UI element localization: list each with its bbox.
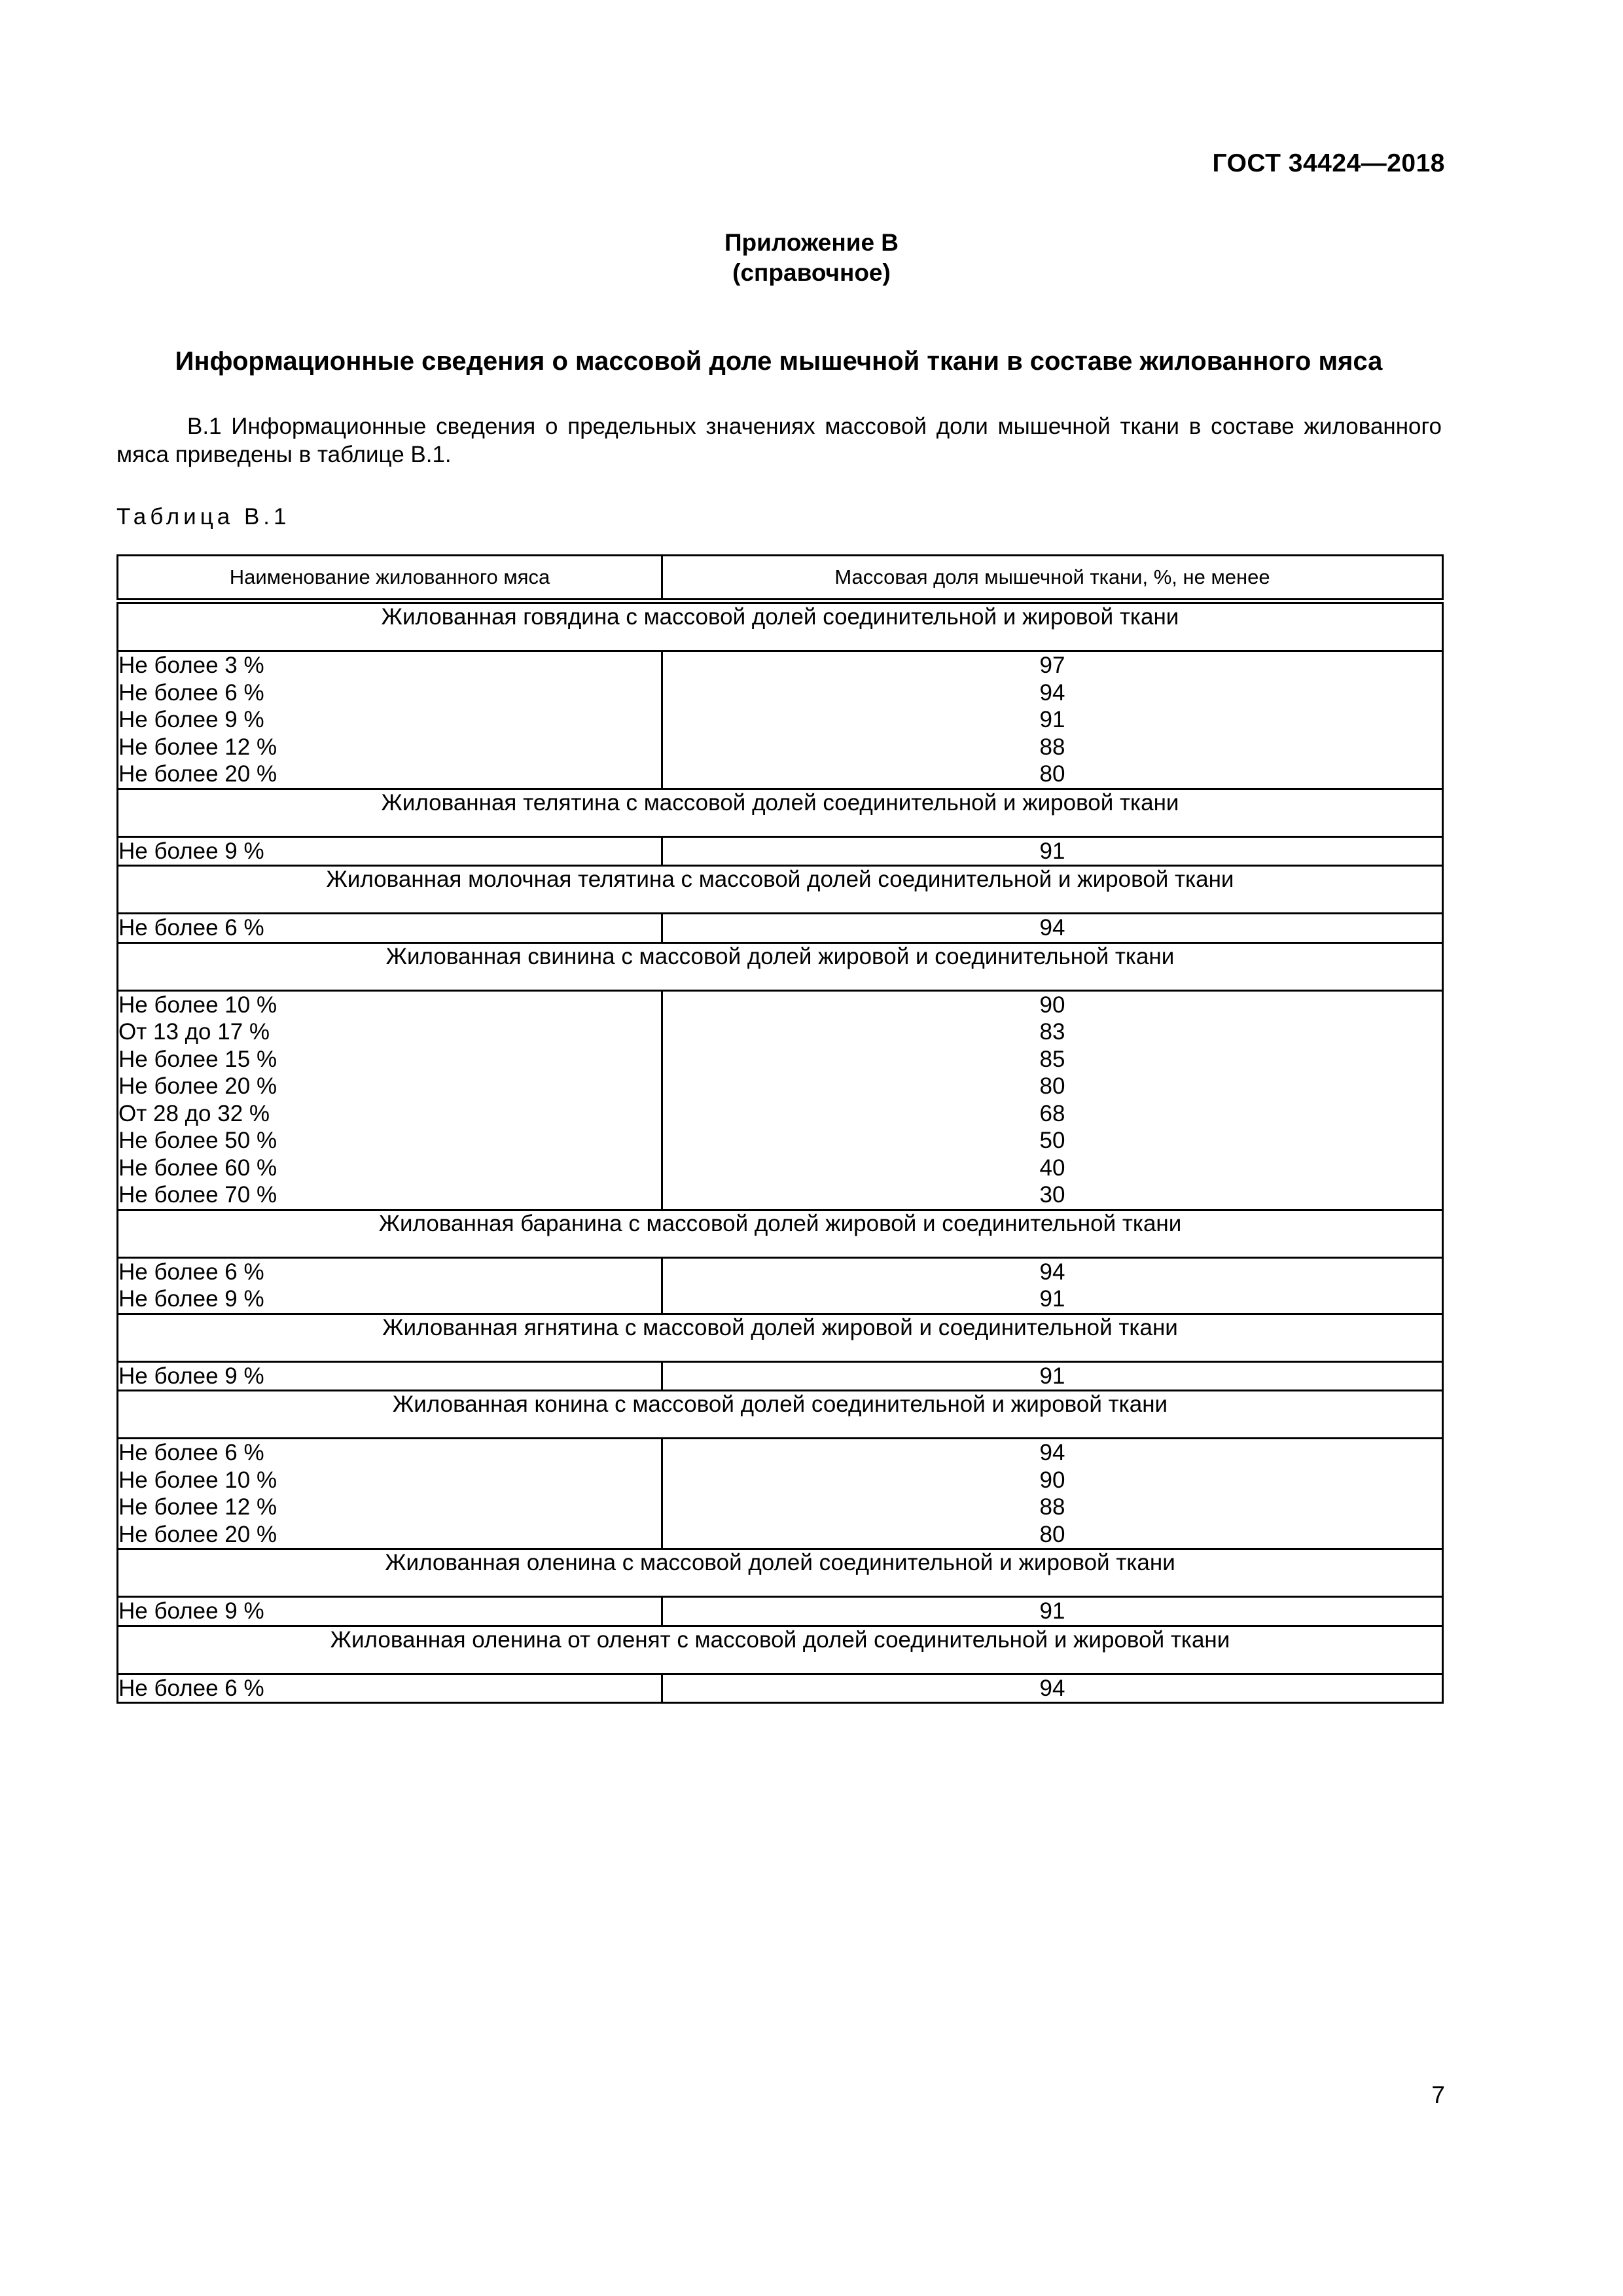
- appendix-title: Приложение В: [724, 229, 899, 256]
- values-cell: [662, 914, 1443, 943]
- muscle-share-value: 80: [1039, 1073, 1065, 1099]
- group-title: Жилованная ягнятина с массовой долей жировой и соединительной ткани: [118, 1314, 1443, 1361]
- appendix-status: (справочное): [732, 259, 891, 286]
- group-row: [118, 1391, 1443, 1439]
- group-row: [118, 789, 1443, 836]
- group-title: Жилованная телятина с массовой долей соединительной и жировой ткани: [118, 789, 1443, 836]
- section-heading: Информационные сведения о массовой доле мышечной ткани в составе жилованного мяса: [175, 347, 1383, 376]
- values-cell: [662, 1361, 1443, 1391]
- names-cell: [118, 1257, 662, 1314]
- values-cell: [662, 1439, 1443, 1549]
- muscle-share-value: 94: [1039, 1259, 1065, 1285]
- names-cell: [118, 836, 662, 866]
- group-title: Жилованная говядина с массовой долей соединительной и жировой ткани: [118, 601, 1443, 651]
- meat-name: Не более 6 %: [118, 679, 264, 706]
- group-row: [118, 1314, 1443, 1361]
- muscle-share-value: 90: [1039, 992, 1065, 1018]
- meat-name: От 28 до 32 %: [118, 1100, 270, 1126]
- table-caption: Таблица В.1: [116, 504, 291, 529]
- group-values-row: [118, 836, 1443, 866]
- muscle-share-value: 30: [1039, 1182, 1065, 1208]
- meat-name: Не более 20 %: [118, 1521, 277, 1547]
- muscle-share-value: 88: [1039, 734, 1065, 760]
- muscle-share-value: 80: [1039, 1521, 1065, 1547]
- muscle-share-value: 68: [1039, 1100, 1065, 1126]
- group-title: Жилованная свинина с массовой долей жировой и соединительной ткани: [118, 942, 1443, 990]
- meat-name: Не более 9 %: [118, 1598, 264, 1624]
- table-body: [118, 601, 1443, 1703]
- meat-name: Не более 10 %: [118, 1467, 277, 1493]
- meat-name: Не более 60 %: [118, 1155, 277, 1181]
- column-header-muscle-share: Массовая доля мышечной ткани, %, не менее: [662, 556, 1443, 601]
- meat-name: Не более 6 %: [118, 915, 264, 941]
- group-row: [118, 1626, 1443, 1674]
- meat-name: Не более 6 %: [118, 1259, 264, 1285]
- muscle-share-value: 94: [1039, 1675, 1065, 1701]
- muscle-share-value: 94: [1039, 679, 1065, 706]
- meat-name: Не более 6 %: [118, 1675, 264, 1701]
- muscle-share-value: 50: [1039, 1128, 1065, 1153]
- column-header-meat-name: Наименование жилованного мяса: [118, 556, 662, 601]
- values-cell: [662, 1674, 1443, 1703]
- values-cell: [662, 1597, 1443, 1626]
- meat-name: Не более 15 %: [118, 1046, 277, 1072]
- muscle-share-value: 83: [1039, 1019, 1065, 1045]
- group-title: Жилованная оленина от оленят с массовой долей соединительной и жировой ткани: [118, 1626, 1443, 1674]
- group-row: [118, 601, 1443, 651]
- names-cell: [118, 990, 662, 1210]
- muscle-share-value: 90: [1039, 1467, 1065, 1493]
- muscle-share-value: 88: [1039, 1494, 1065, 1520]
- muscle-share-value: 94: [1039, 915, 1065, 941]
- muscle-share-value: 91: [1039, 1363, 1065, 1389]
- values-cell: [662, 651, 1443, 789]
- meat-name: Не более 20 %: [118, 761, 277, 787]
- group-values-row: [118, 1439, 1443, 1549]
- group-values-row: [118, 914, 1443, 943]
- group-title: Жилованная конина с массовой долей соединительной и жировой ткани: [118, 1391, 1443, 1439]
- muscle-share-value: 94: [1039, 1440, 1065, 1465]
- group-row: [118, 866, 1443, 914]
- muscle-share-value: 97: [1039, 653, 1065, 678]
- group-title: Жилованная баранина с массовой долей жировой и соединительной ткани: [118, 1210, 1443, 1257]
- meat-name: Не более 12 %: [118, 1494, 277, 1520]
- group-row: [118, 942, 1443, 990]
- meat-name: Не более 70 %: [118, 1182, 277, 1208]
- names-cell: [118, 1361, 662, 1391]
- values-cell: [662, 836, 1443, 866]
- group-title: Жилованная молочная телятина с массовой долей соединительной и жировой ткани: [118, 866, 1443, 914]
- meat-name: Не более 12 %: [118, 734, 277, 760]
- table-container: [116, 554, 1442, 1704]
- names-cell: [118, 651, 662, 789]
- meat-name: Не более 9 %: [118, 838, 264, 864]
- muscle-share-value: 91: [1039, 1286, 1065, 1312]
- meat-name: Не более 9 %: [118, 1363, 264, 1389]
- muscle-tissue-table: [116, 554, 1444, 1704]
- group-values-row: [118, 1674, 1443, 1703]
- meat-name: Не более 3 %: [118, 653, 264, 678]
- group-values-row: [118, 651, 1443, 789]
- values-cell: [662, 1257, 1443, 1314]
- values-cell: [662, 990, 1443, 1210]
- table-header-row: [118, 556, 1443, 601]
- meat-name: Не более 50 %: [118, 1128, 277, 1153]
- meat-name: Не более 10 %: [118, 992, 277, 1018]
- group-row: [118, 1549, 1443, 1597]
- muscle-share-value: 80: [1039, 761, 1065, 787]
- group-values-row: [118, 990, 1443, 1210]
- muscle-share-value: 85: [1039, 1046, 1065, 1072]
- group-values-row: [118, 1361, 1443, 1391]
- meat-name: Не более 20 %: [118, 1073, 277, 1099]
- names-cell: [118, 1674, 662, 1703]
- appendix-header: [0, 228, 1623, 288]
- document-code: ГОСТ 34424—2018: [1212, 149, 1445, 177]
- group-values-row: [118, 1597, 1443, 1626]
- meat-name: От 13 до 17 %: [118, 1019, 270, 1045]
- muscle-share-value: 91: [1039, 1598, 1065, 1624]
- intro-paragraph: В.1 Информационные сведения о предельных значениях массовой доли мышечной ткани в составе жилованного мяса приведены в таблице В.1.: [116, 414, 1442, 467]
- group-values-row: [118, 1257, 1443, 1314]
- meat-name: Не более 9 %: [118, 1286, 264, 1312]
- names-cell: [118, 1439, 662, 1549]
- meat-name: Не более 6 %: [118, 1440, 264, 1465]
- group-row: [118, 1210, 1443, 1257]
- muscle-share-value: 91: [1039, 838, 1065, 864]
- page-number: 7: [1431, 2081, 1445, 2108]
- group-title: Жилованная оленина с массовой долей соединительной и жировой ткани: [118, 1549, 1443, 1597]
- muscle-share-value: 91: [1039, 707, 1065, 732]
- muscle-share-value: 40: [1039, 1155, 1065, 1181]
- meat-name: Не более 9 %: [118, 707, 264, 732]
- names-cell: [118, 914, 662, 943]
- names-cell: [118, 1597, 662, 1626]
